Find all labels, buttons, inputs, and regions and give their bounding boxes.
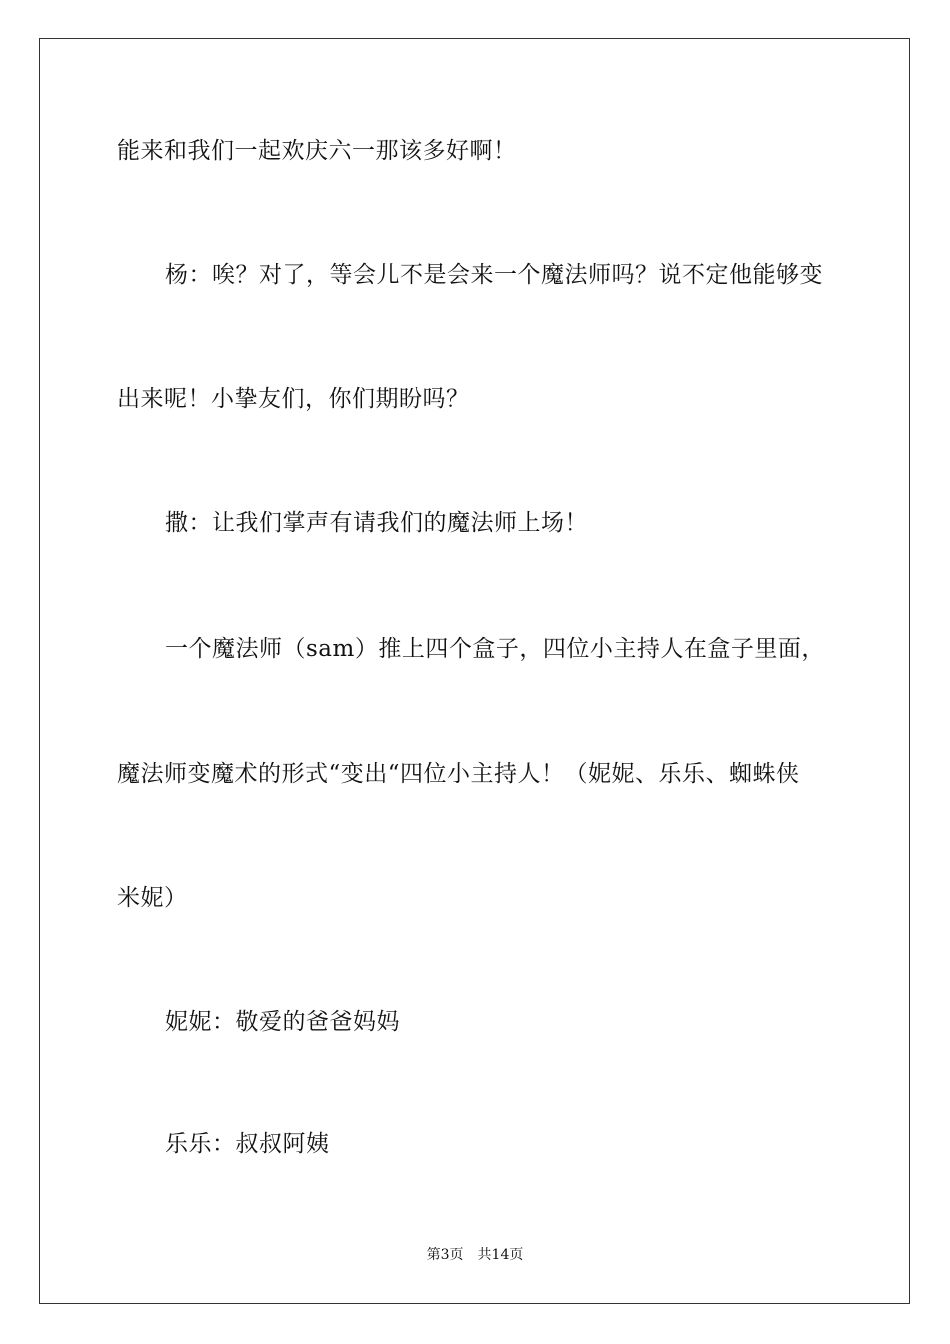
page-footer xyxy=(0,1246,950,1264)
text-line: 杨：唉？对了，等会儿不是会来一个魔法师吗？说不定他能够变 xyxy=(165,262,823,288)
text-line: 撒：让我们掌声有请我们的魔法师上场！ xyxy=(165,510,588,536)
text-line: 乐乐：叔叔阿姨 xyxy=(165,1131,330,1157)
text-line: 出来呢！小挚友们，你们期盼吗？ xyxy=(117,386,470,412)
page-total: 共14页 xyxy=(477,1247,524,1263)
text-line: 一个魔法师（sam）推上四个盒子，四位小主持人在盒子里面， xyxy=(165,636,825,662)
text-line: 能来和我们一起欢庆六一那该多好啊！ xyxy=(117,138,517,164)
page-number: 第3页 xyxy=(426,1247,464,1263)
page-frame xyxy=(39,38,910,1304)
text-line: 米妮） xyxy=(117,885,188,911)
text-line: 魔法师变魔术的形式“变出“四位小主持人！（妮妮、乐乐、蜘蛛侠 xyxy=(117,761,800,787)
text-line: 妮妮：敬爱的爸爸妈妈 xyxy=(165,1009,400,1035)
